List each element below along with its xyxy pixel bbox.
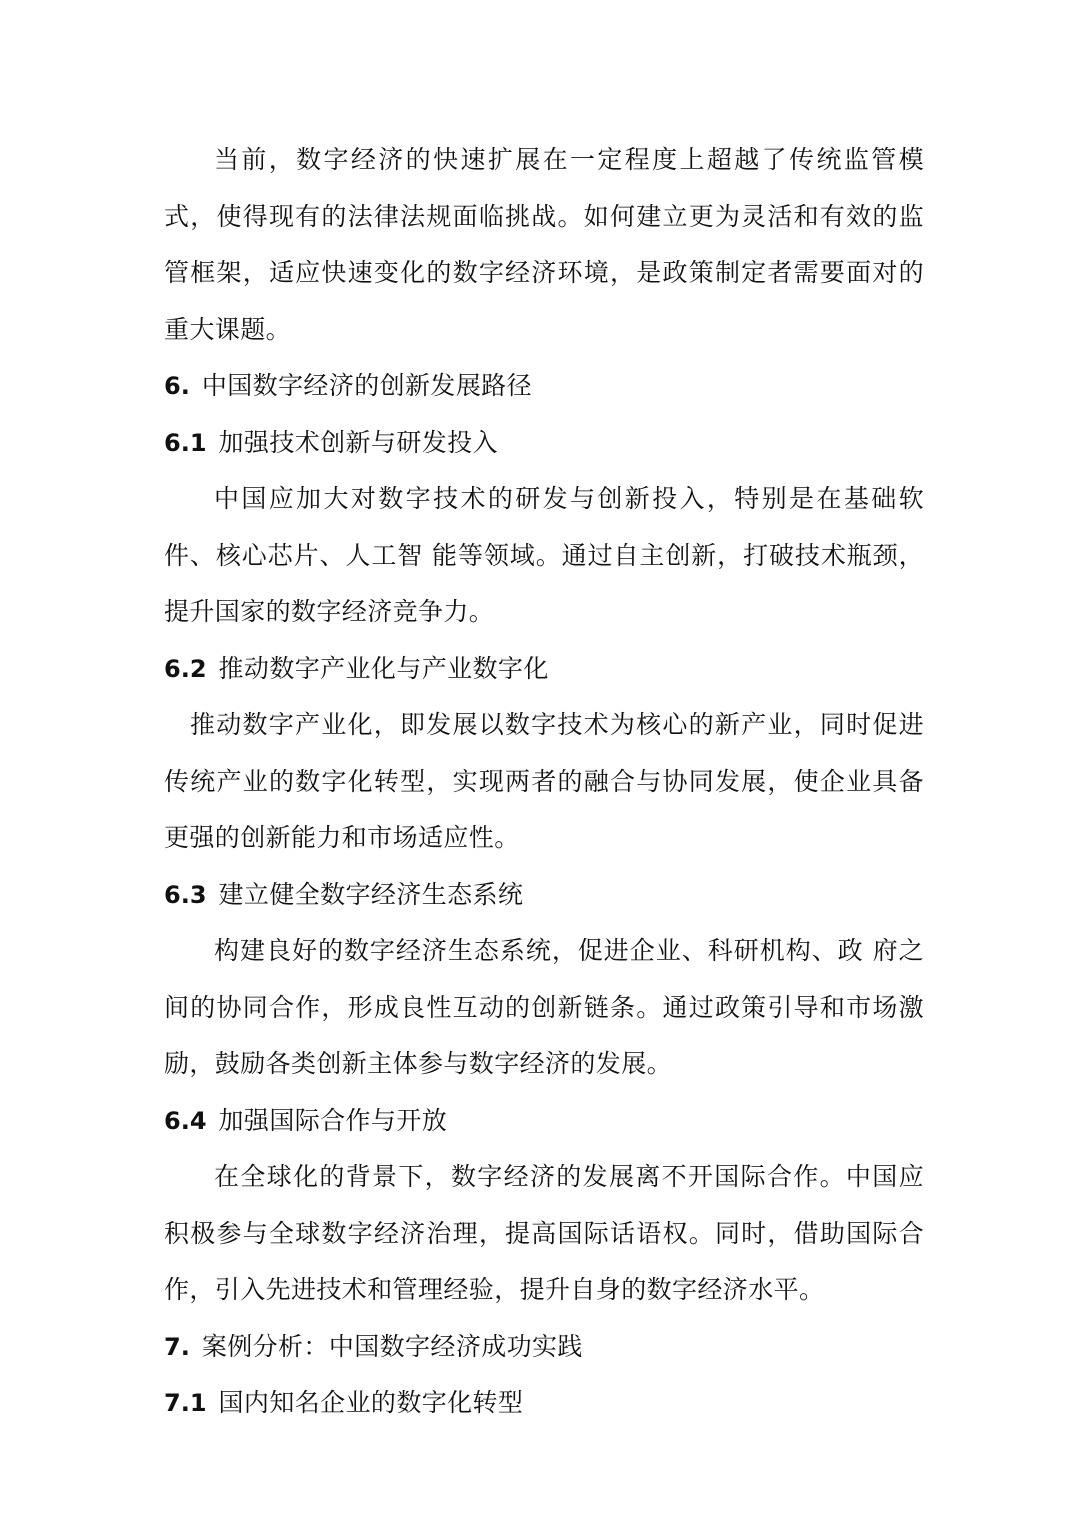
paragraph-tech-innovation: 中国应加大对数字技术的研发与创新投入，特别是在基础软件、核心芯片、人工智 能等领域。通过自主创新，打破技术瓶颈，提升国家的数字经济竞争力。 — [164, 484, 924, 626]
section-title: 国内知名企业的数字化转型 — [218, 1388, 524, 1417]
section-title: 推动数字产业化与产业数字化 — [218, 653, 549, 683]
section-title: 加强技术创新与研发投入 — [218, 427, 498, 457]
section-number: 6. — [164, 372, 190, 400]
paragraph-regulatory-challenge: 当前，数字经济的快速扩展在一定程度上超越了传统监管模式，使得现有的法律法规面临挑战。如何建立更为灵活和有效的监管框架，适应快速变化的数字经济环境，是政策制定者需要面对的重大课题。 — [164, 145, 924, 344]
section-title: 案例分析：中国数字经济成功实践 — [201, 1331, 583, 1361]
paragraph-digital-industrialization: 推动数字产业化，即发展以数字技术为核心的新产业，同时促进传统产业的数字化转型，实现两者的融合与协同发展，使企业具备更强的创新能力和市场适应性。 — [164, 710, 924, 852]
section-number: 7.1 — [164, 1389, 207, 1417]
section-title: 建立健全数字经济生态系统 — [218, 879, 524, 909]
section-number: 6.4 — [164, 1106, 207, 1135]
section-number: 6.3 — [164, 880, 207, 909]
section-title: 加强国际合作与开放 — [218, 1105, 448, 1135]
section-number: 7. — [164, 1332, 190, 1361]
section-heading-6-3 — [164, 867, 924, 924]
section-heading-7-1 — [164, 1375, 924, 1432]
section-heading-6-4 — [164, 1093, 924, 1150]
section-number: 6.1 — [164, 428, 207, 457]
section-number: 6.2 — [164, 654, 207, 683]
section-heading-7 — [164, 1319, 924, 1376]
section-title: 中国数字经济的创新发展路径 — [201, 371, 533, 400]
paragraph-ecosystem: 构建良好的数字经济生态系统，促进企业、科研机构、政 府之间的协同合作，形成良性互动的创新链条。通过政策引导和市场激励，鼓励各类创新主体参与数字经济的发展。 — [164, 936, 924, 1078]
section-heading-6-1 — [164, 415, 924, 472]
paragraph-international-cooperation: 在全球化的背景下，数字经济的发展离不开国际合作。中国应积极参与全球数字经济治理，提高国际话语权。同时，借助国际合作，引入先进技术和管理经验，提升自身的数字经济水平。 — [164, 1162, 924, 1304]
section-heading-6 — [164, 358, 924, 415]
document-body — [164, 132, 924, 1432]
section-heading-6-2 — [164, 641, 924, 698]
